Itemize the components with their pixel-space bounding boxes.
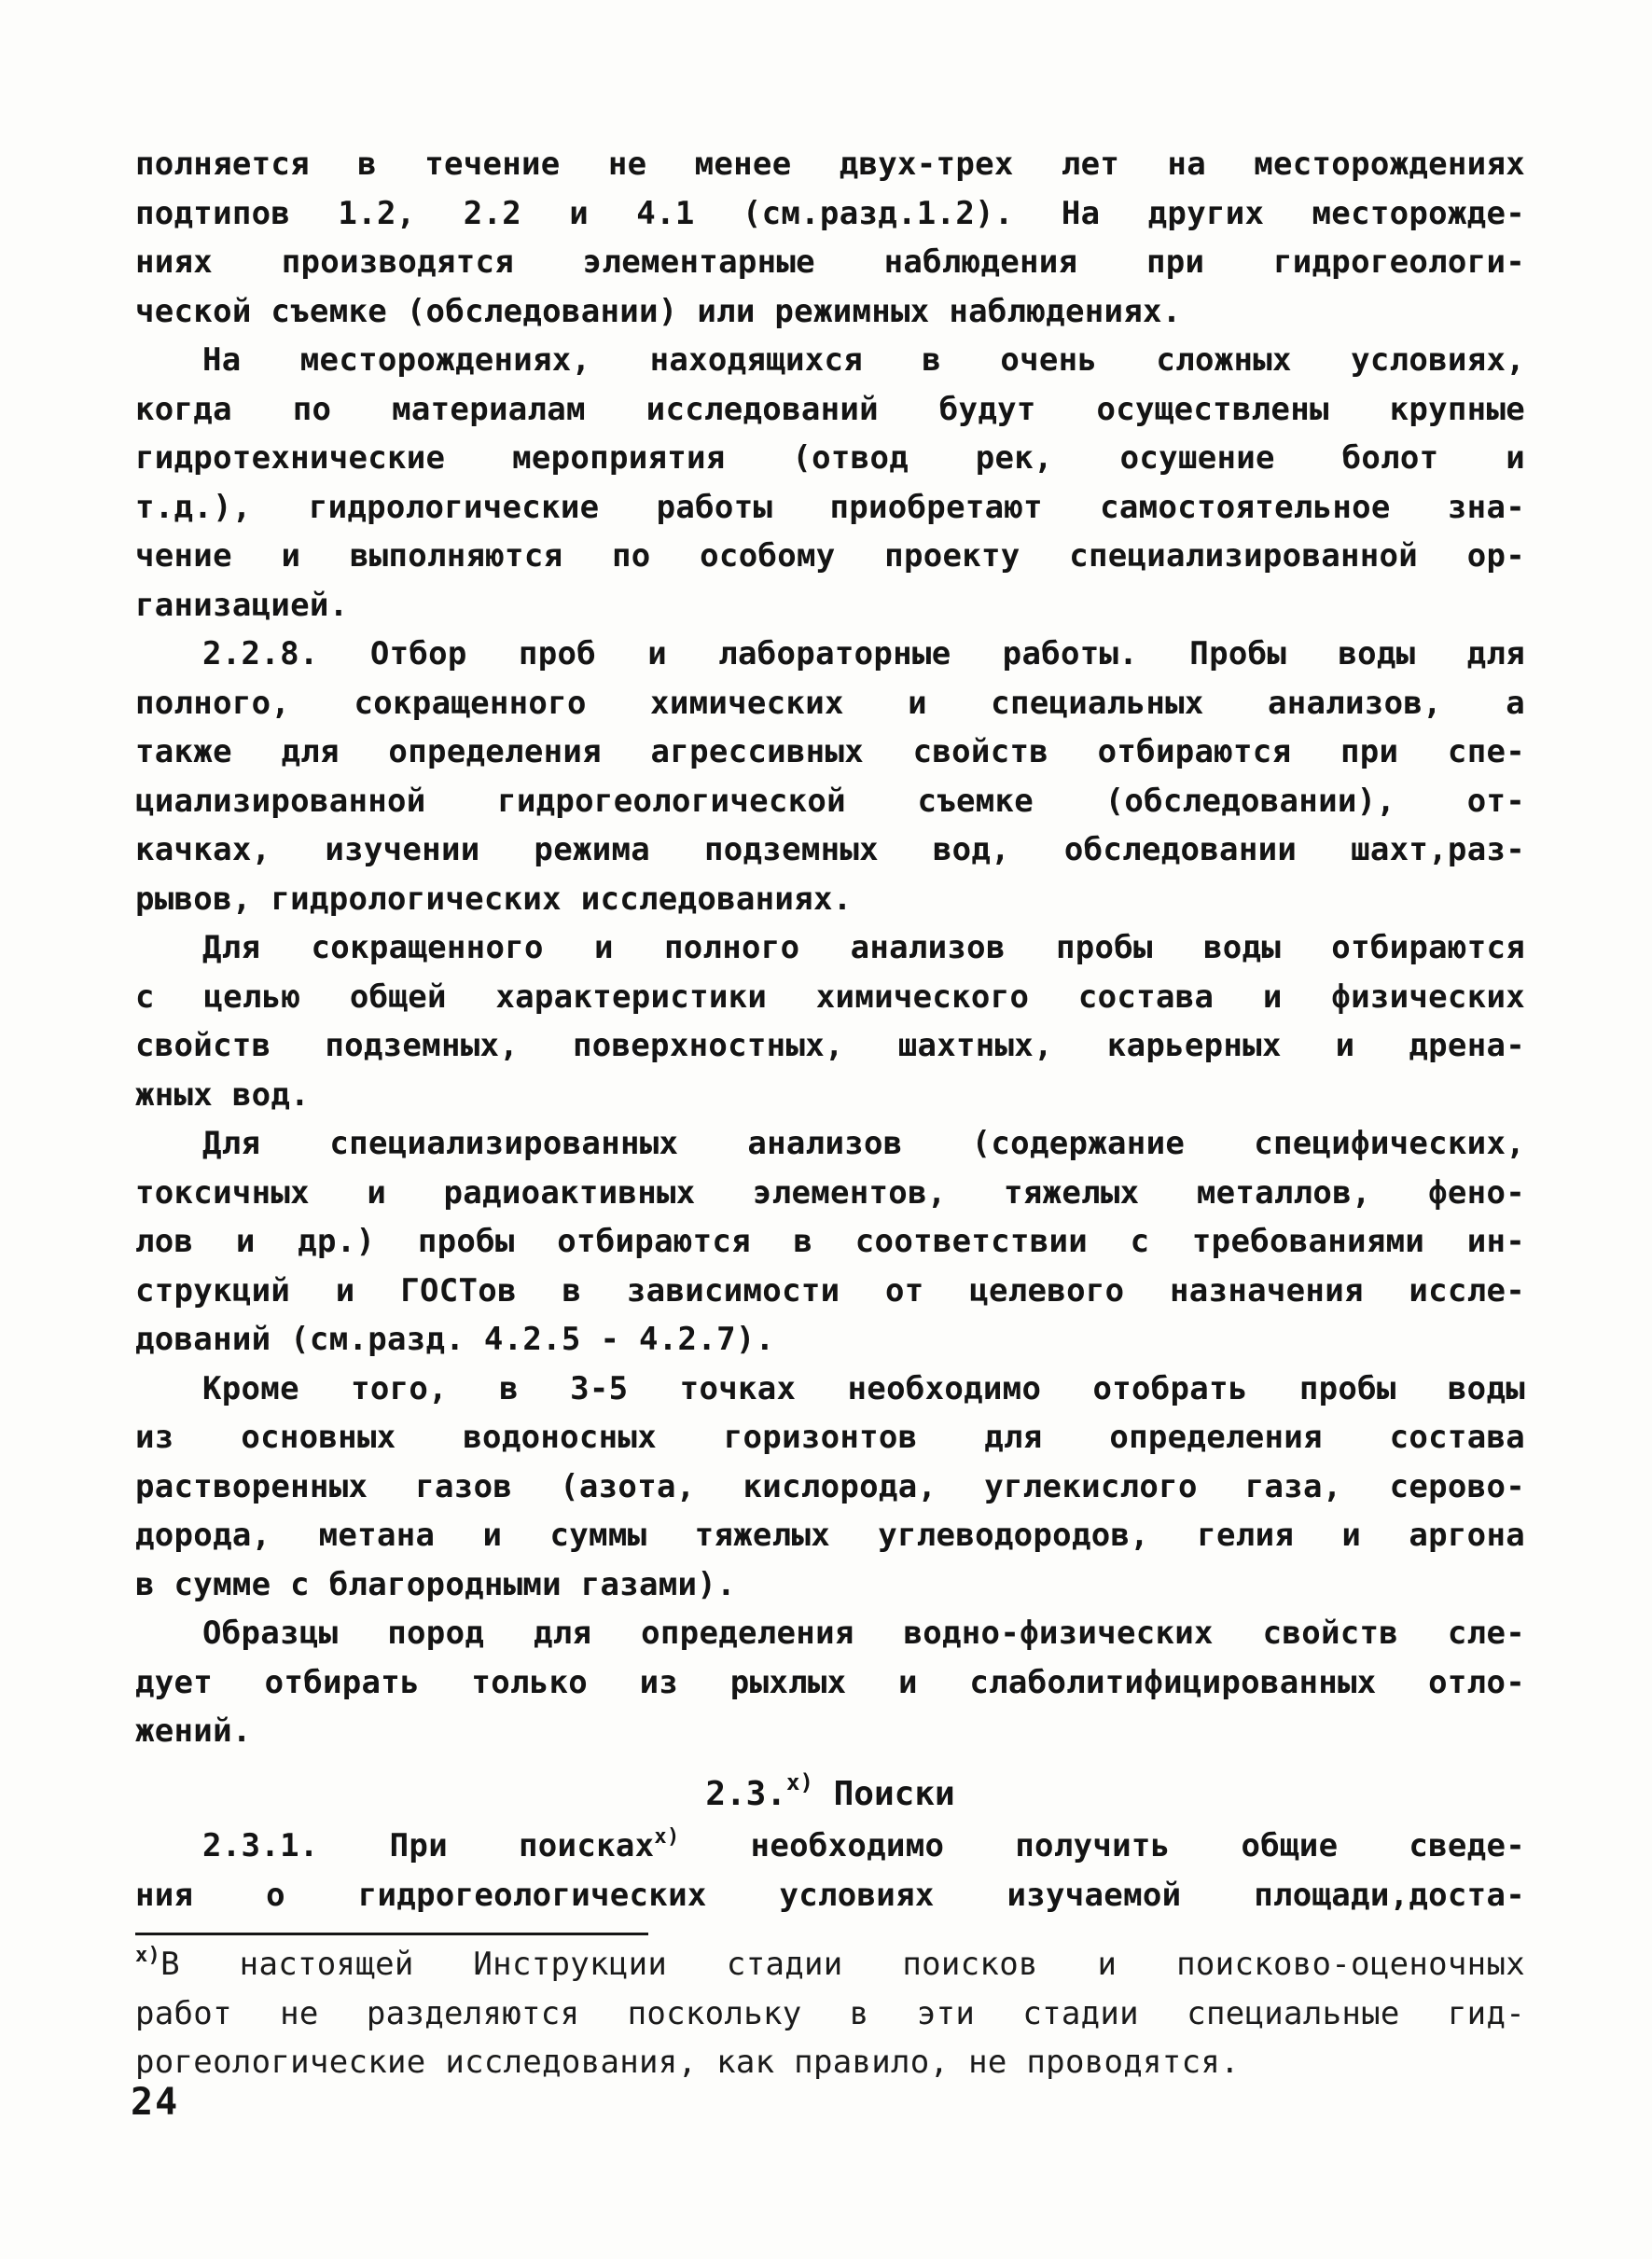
text-line: в сумме с благородными газами).: [135, 1565, 736, 1603]
footnote-marker: x): [654, 1825, 680, 1849]
text-line: также для определения агрессивных свойств отбираются при спе-: [135, 733, 1525, 770]
text-line: свойств подземных, поверхностных, шахтных, карьерных и дрена-: [135, 1027, 1525, 1064]
text-line: Для специализированных анализов (содержание специфических,: [202, 1125, 1525, 1162]
text-line: циализированной гидрогеологической съемке (обследовании), от-: [135, 782, 1525, 820]
text-line: Для сокращенного и полного анализов пробы воды отбираются: [202, 929, 1525, 966]
text-line: рывов, гидрологических исследованиях.: [135, 880, 853, 918]
text-line: ганизацией.: [135, 586, 349, 624]
page-number: 24: [131, 2081, 180, 2124]
text-line: подтипов 1.2, 2.2 и 4.1 (см.разд.1.2). На других месторожде-: [135, 194, 1525, 232]
footnote-marker: x): [135, 1944, 161, 1967]
text-line: ческой съемке (обследовании) или режимных наблюдениях.: [135, 292, 1182, 330]
footnote-divider: [135, 1933, 648, 1935]
footnote: [135, 1940, 1525, 2087]
text-line: жных вод.: [135, 1075, 310, 1114]
text-line: На месторождениях, находящихся в очень сложных условиях,: [202, 341, 1525, 379]
text-line: полняется в течение не менее двух-трех лет на месторождениях: [135, 146, 1525, 183]
text-line: чение и выполняются по особому проекту специализированной ор-: [135, 537, 1525, 575]
text-line: жений.: [135, 1712, 252, 1750]
subsection-text: [135, 1822, 1525, 1919]
main-text: [135, 140, 1525, 1756]
section-heading: [135, 1770, 1525, 1819]
footnote-line: [135, 1940, 1525, 1989]
footnote-line: рогеологические исследования, как правило, не проводятся.: [135, 2044, 1240, 2081]
text-line: т.д.), гидрологические работы приобретают самостоятельное зна-: [135, 488, 1525, 526]
text-line: гидротехнические мероприятия (отвод рек, осушение болот и: [135, 439, 1525, 477]
text-line: струкций и ГОСТов в зависимости от целевого назначения иссле-: [135, 1271, 1525, 1310]
text-line: растворенных газов (азота, кислорода, углекислого газа, серово-: [135, 1467, 1525, 1505]
section-title: Поиски: [833, 1775, 955, 1813]
text-line: лов и др.) пробы отбираются в соответствии с требованиями ин-: [135, 1223, 1525, 1260]
text-line: качках, изучении режима подземных вод, обследовании шахт,раз-: [135, 831, 1525, 868]
text-line: из основных водоносных горизонтов для определения состава: [135, 1419, 1525, 1456]
text-line: дует отбирать только из рыхлых и слаболитифицированных отло-: [135, 1663, 1525, 1701]
text-line: Образцы пород для определения водно-физических свойств сле-: [202, 1615, 1525, 1652]
footnote-text: В настоящей Инструкции стадии поисков и поисково-оценочных: [160, 1946, 1525, 1983]
text-line: с целью общей характеристики химического состава и физических: [135, 977, 1525, 1016]
text-line: когда по материалам исследований будут осуществлены крупные: [135, 390, 1525, 428]
text-line: ния о гидрогеологических условиях изучаемой площади,доста-: [135, 1876, 1525, 1914]
text-line: [135, 1822, 1525, 1871]
section-number: 2.3.: [705, 1775, 787, 1813]
subsection-start: 2.3.1. При поисках: [202, 1827, 655, 1864]
text-line: дований (см.разд. 4.2.5 - 4.2.7).: [135, 1321, 775, 1358]
text-line: ниях производятся элементарные наблюдения при гидрогеологи-: [135, 243, 1525, 281]
subsection-continuation: необходимо получить общие сведе-: [679, 1827, 1525, 1864]
text-line: токсичных и радиоактивных элементов, тяжелых металлов, фено-: [135, 1173, 1525, 1212]
text-line: полного, сокращенного химических и специальных анализов, а: [135, 684, 1525, 722]
text-line: 2.2.8. Отбор проб и лабораторные работы. Пробы воды для: [202, 635, 1525, 672]
text-line: дорода, метана и суммы тяжелых углеводородов, гелия и аргона: [135, 1517, 1525, 1554]
footnote-line: работ не разделяются поскольку в эти стадии специальные гид-: [135, 1994, 1525, 2032]
footnote-marker: x): [786, 1769, 813, 1795]
text-line: Кроме того, в 3-5 точках необходимо отобрать пробы воды: [202, 1369, 1525, 1407]
